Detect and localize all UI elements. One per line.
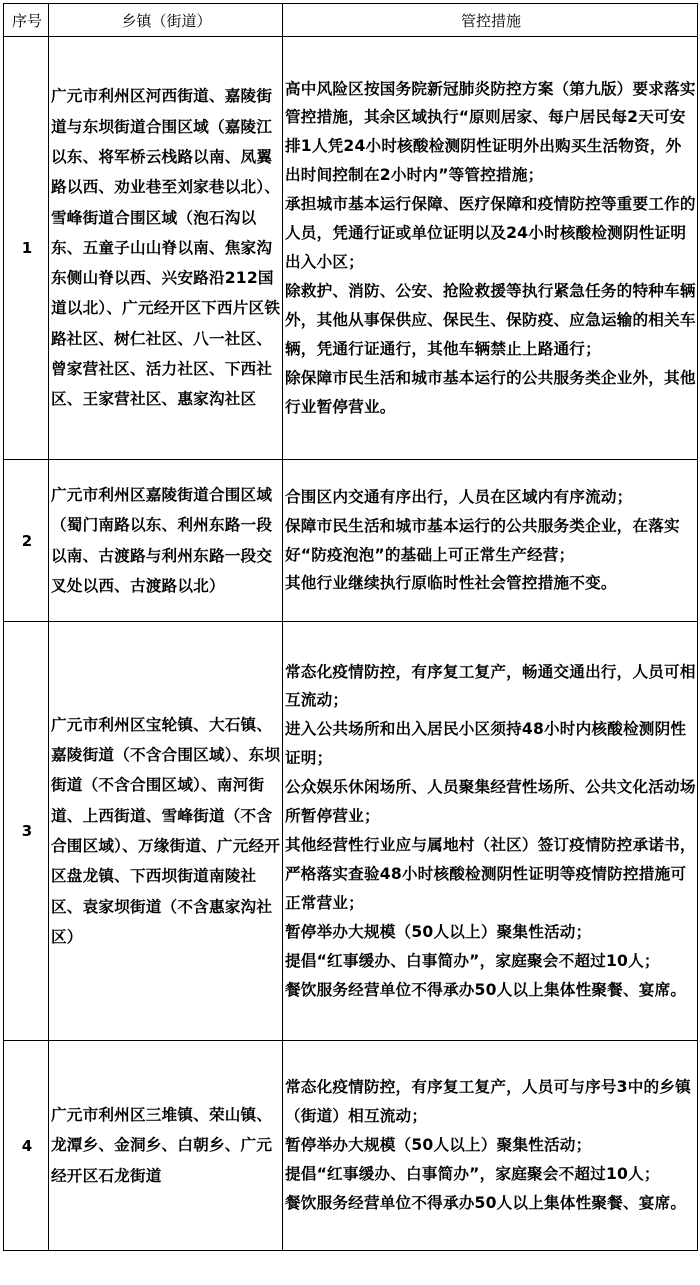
row-area: 广元市利州区嘉陵街道合围区域（蜀门南路以东、利州东路一段以南、古渡路与利州东路一段交叉处以西、古渡路以北） <box>49 460 283 622</box>
measure-item: 承担城市基本运行保障、医疗保障和疫情防控等重要工作的人员，凭通行证或单位证明以及24小时核酸检测阴性证明出入小区； <box>285 195 696 271</box>
measure-item: 餐饮服务经营单位不得承办50人以上集体性聚餐、宴席。 <box>285 1193 687 1212</box>
measure-item: 其他经营性行业应与属地村（社区）签订疫情防控承诺书，严格落实查验48小时核酸检测阴性证明等疫情防控措施可正常营业； <box>285 836 696 912</box>
header-measures: 管控措施 <box>283 4 698 37</box>
row-seq: 2 <box>4 460 49 622</box>
measure-item: 暂停举办大规模（50人以上）聚集性活动； <box>285 922 592 941</box>
measure-item: 合围区内交通有序出行，人员在区域内有序流动； <box>285 487 633 506</box>
measure-item: 常态化疫情防控，有序复工复产，人员可与序号3中的乡镇（街道）相互流动； <box>285 1078 691 1126</box>
row-seq: 4 <box>4 1041 49 1251</box>
row-area: 广元市利州区河西街道、嘉陵街道与东坝街道合围区域（嘉陵江以东、将军桥云栈路以南、凤翼路以西、劝业巷至刘家巷以北）、雪峰街道合围区域（泡石沟以东、五童子山山脊以南、焦家沟东侧山脊以西、兴安路沿212国道以北）、广元经开区下西片区铁路社区、树仁社区、八一社区、曾家营社区、活力社区、下西社区、王家营社区、惠家沟社区 <box>49 37 283 460</box>
measure-item: 高中风险区按国务院新冠肺炎防控方案（第九版）要求落实管控措施，其余区域执行“原则居家、每户居民每2天可安排1人凭24小时核酸检测阴性证明外出购买生活物资，外出时间控制在2小时内”等管控措施； <box>285 79 696 185</box>
measure-item: 进入公共场所和出入居民小区须持48小时内核酸检测阴性证明； <box>285 720 687 768</box>
table-row <box>4 622 698 1041</box>
table-header-row <box>4 4 698 37</box>
row-measures <box>283 622 698 1041</box>
measure-item: 公众娱乐休闲场所、人员聚集经营性场所、公共文化活动场所暂停营业； <box>285 778 696 826</box>
header-seq: 序号 <box>4 4 49 37</box>
row-measures <box>283 37 698 460</box>
row-seq: 1 <box>4 37 49 460</box>
header-area: 乡镇（街道） <box>49 4 283 37</box>
measure-item: 除救护、消防、公安、抢险救援等执行紧急任务的特种车辆外，其他从事保供应、保民生、保防疫、应急运输的相关车辆，凭通行证通行，其他车辆禁止上路通行； <box>285 281 696 358</box>
measure-item: 常态化疫情防控，有序复工复产，畅通交通出行，人员可相互流动； <box>285 662 696 710</box>
table-row <box>4 1041 698 1251</box>
measure-item: 保障市民生活和城市基本运行的公共服务类企业，在落实好“防疫泡泡”的基础上可正常生产经营； <box>285 516 680 564</box>
measure-item: 餐饮服务经营单位不得承办50人以上集体性聚餐、宴席。 <box>285 980 687 999</box>
table-row <box>4 37 698 460</box>
control-measures-table <box>3 3 698 1251</box>
row-area: 广元市利州区宝轮镇、大石镇、嘉陵街道（不含合围区域）、东坝街道（不含合围区域）、南河街道、上西街道、雪峰街道（不含合围区域）、万缘街道、广元经开区盘龙镇、下西坝街道南陵社区、袁家坝街道（不含惠家沟社区） <box>49 622 283 1041</box>
measure-item: 暂停举办大规模（50人以上）聚集性活动； <box>285 1136 592 1155</box>
row-measures <box>283 460 698 622</box>
measure-item: 其他行业继续执行原临时性社会管控措施不变。 <box>285 574 617 593</box>
row-area: 广元市利州区三堆镇、荣山镇、龙潭乡、金洞乡、白朝乡、广元经开区石龙街道 <box>49 1041 283 1251</box>
row-measures <box>283 1041 698 1251</box>
measure-item: 提倡“红事缓办、白事简办”，家庭聚会不超过10人； <box>285 951 660 970</box>
table-row <box>4 460 698 622</box>
row-seq: 3 <box>4 622 49 1041</box>
measure-item: 提倡“红事缓办、白事简办”，家庭聚会不超过10人； <box>285 1164 660 1183</box>
measure-item: 除保障市民生活和城市基本运行的公共服务类企业外，其他行业暂停营业。 <box>285 368 696 416</box>
